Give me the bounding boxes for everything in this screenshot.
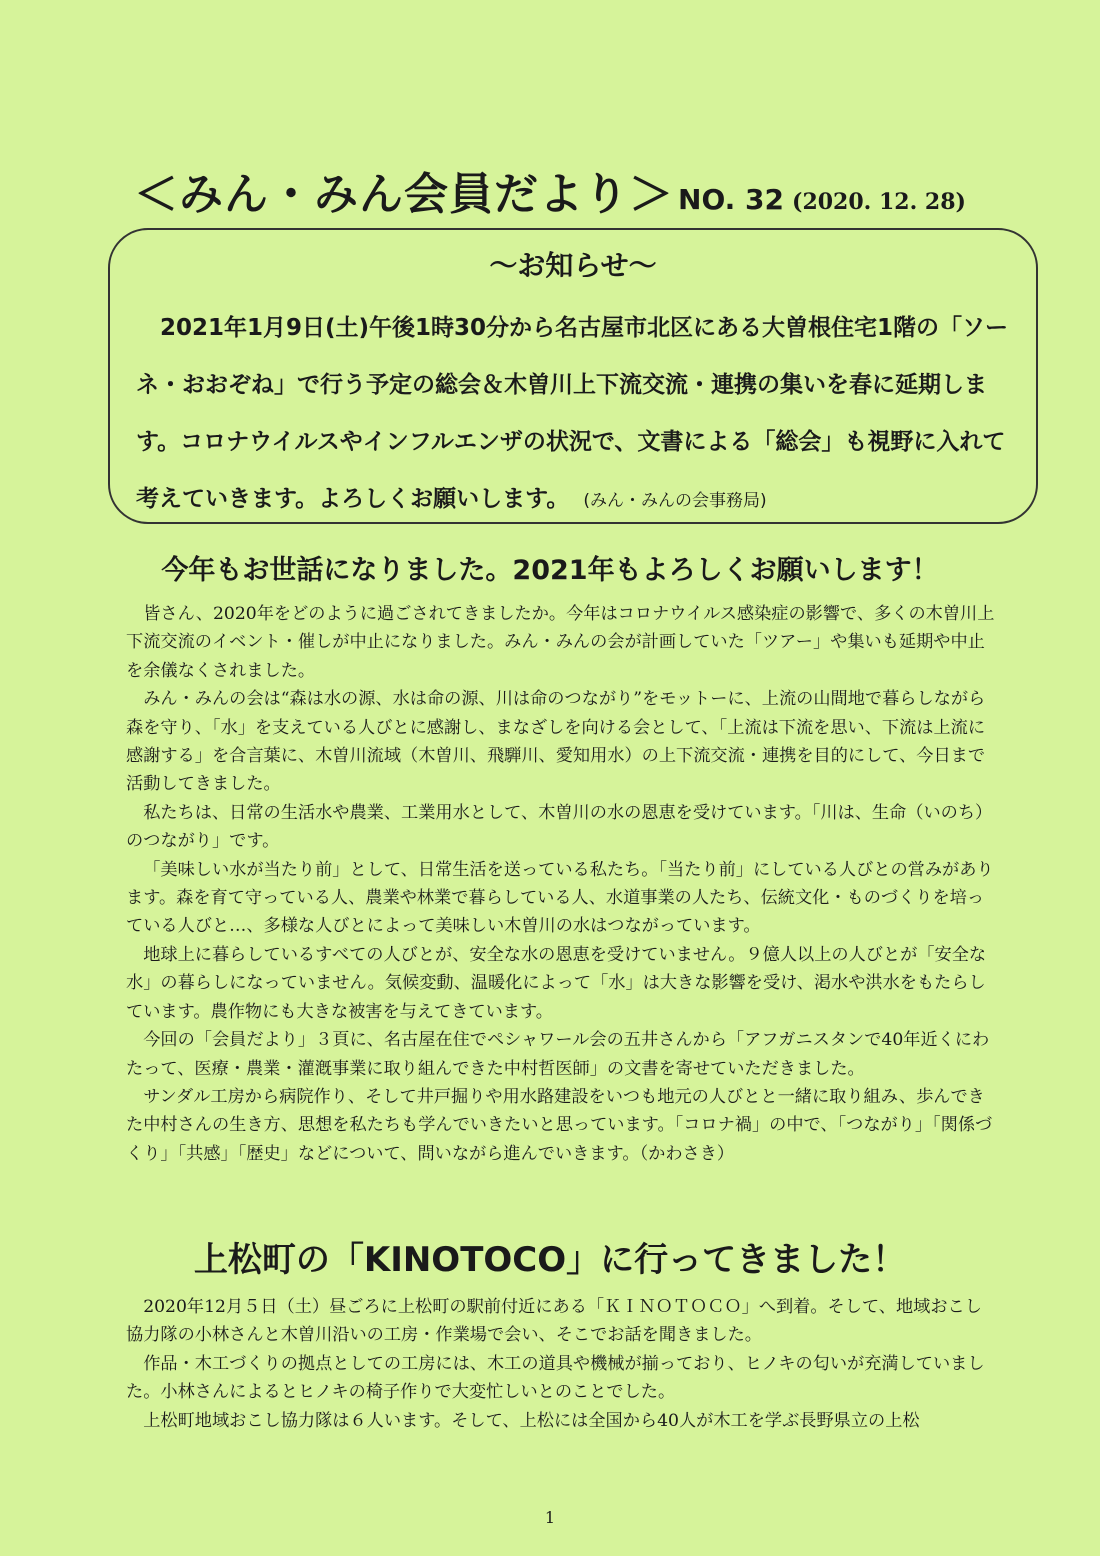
newsletter-header xyxy=(0,158,1100,222)
notice-body xyxy=(136,300,1016,530)
section2-article xyxy=(126,1293,996,1435)
paragraph: 作品・木工づくりの拠点としての工房には、木工の道具や機械が揃っており、ヒノキの匂いが充満していました。小林さんによるとヒノキの椅子作りで大変忙しいとのことでした。 xyxy=(126,1353,985,1403)
section1-title: 今年もお世話になりました。2021年もよろしくお願いします！ xyxy=(161,555,939,586)
notice-box xyxy=(108,228,1038,524)
paragraph: サンダル工房から病院作り、そして井戸掘りや用水路建設をいつも地元の人びとと一緒に取り組み、歩んできた中村さんの生き方、思想を私たちも学んでいきたいと思っています。「コロナ禍」の中で、「つながり」「関係づくり」「共感」「歴史」などについて、問いながら進んでいきます。（かわさき） xyxy=(126,1086,993,1164)
paragraph: 私たちは、日常の生活水や農業、工業用水として、木曽川の水の恩恵を受けています。「川は、生命（いのち）のつながり」です。 xyxy=(126,802,993,852)
issue-date: (2020. 12. 28) xyxy=(792,189,966,215)
paragraph: 「美味しい水が当たり前」として、日常生活を送っている私たち。「当たり前」にしている人びとの営みがあります。森を育て守っている人、農業や林業で暮らしている人、水道事業の人たち、伝統文化・ものづくりを培っている人びと…、多様な人びとによって美味しい木曽川の水はつながっています。 xyxy=(126,859,994,937)
notice-title: ～お知らせ～ xyxy=(489,249,657,282)
notice-signature: (みん・みんの会事務局) xyxy=(583,491,767,511)
paragraph: 上松町地域おこし協力隊は６人います。そして、上松には全国から40人が木工を学ぶ長野県立の上松 xyxy=(143,1410,920,1431)
paragraph: 2020年12月５日（土）昼ごろに上松町の駅前付近にある「ＫＩＮＯＴＯＣＯ」へ到着。そして、地域おこし協力隊の小林さんと木曽川沿いの工房・作業場で会い、そこでお話を聞きました。 xyxy=(126,1297,982,1346)
page-number: 1 xyxy=(544,1508,556,1527)
newsletter-title: ＜みん・みん会員だより＞ xyxy=(134,169,675,220)
section2-title: 上松町の「KINOTOCO」に行ってきました！ xyxy=(193,1240,907,1280)
paragraph: みん・みんの会は“森は水の源、水は命の源、川は命のつながり”をモットーに、上流の山間地で暮らしながら森を守り、「水」を支えている人びとに感謝し、まなざしを向ける会として、「上流は下流を思い、下流は上流に感謝する」を合言葉に、木曽川流域（木曽川、飛騨川、愛知用水）の上下流交流・連携を目的にして、今日まで活動してきました。 xyxy=(126,689,986,795)
section1-article xyxy=(126,600,996,1168)
issue-number: NO. 32 xyxy=(678,183,785,216)
notice-text: 2021年1月9日(土)午後1時30分から名古屋市北区にある大曽根住宅1階の「ソーネ・おおぞね」で行う予定の総会＆木曽川上下流交流・連携の集いを春に延期します。コロナウイルスやインフルエンザの状況で、文書による「総会」も視野に入れて考えていきます。よろしくお願いします。 xyxy=(136,315,1009,512)
paragraph: 今回の「会員だより」３頁に、名古屋在住でペシャワール会の五井さんから「アフガニスタンで40年近くにわたって、医療・農業・灌漑事業に取り組んできた中村哲医師」の文書を寄せていただきました。 xyxy=(126,1030,990,1079)
paragraph: 皆さん、2020年をどのように過ごされてきましたか。今年はコロナウイルス感染症の影響で、多くの木曽川上下流交流のイベント・催しが中止になりました。みん・みんの会が計画していた「ツアー」や集いも延期や中止を余儀なくされました。 xyxy=(126,604,995,681)
paragraph: 地球上に暮らしているすべての人びとが、安全な水の恩恵を受けていません。９億人以上の人びとが「安全な水」の暮らしになっていません。気候変動、温暖化によって「水」は大きな影響を受け、渇水や洪水をもたらしています。農作物にも大きな被害を与えてきています。 xyxy=(126,944,987,1022)
